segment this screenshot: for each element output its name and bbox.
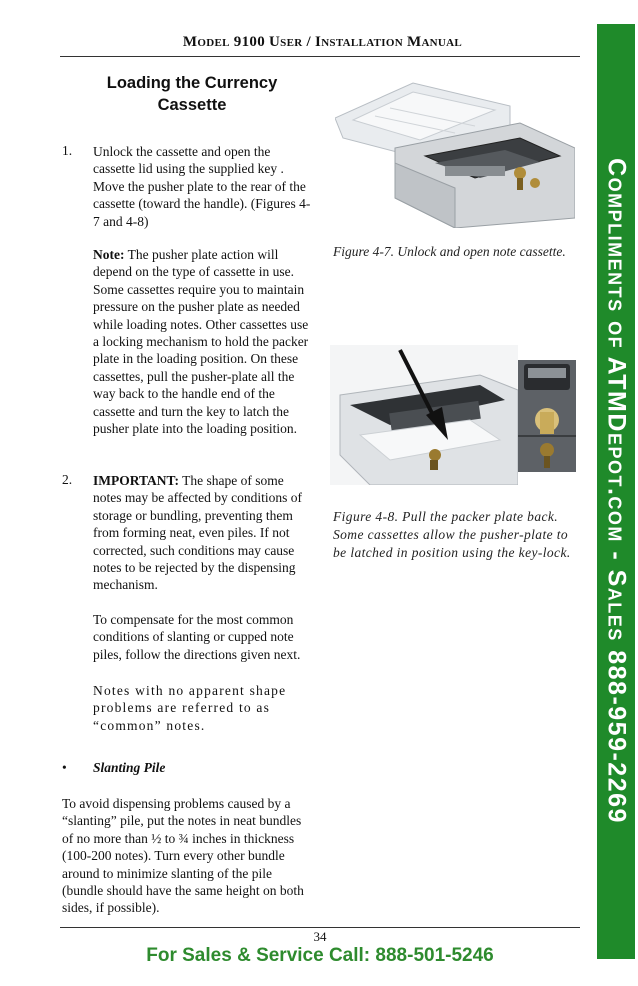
step-1-note	[93, 246, 315, 437]
slanting-text: To avoid dispensing problems caused by a “slanting” pile, put the notes in neat bundles of no more than ½ to ¾ inches in thickness (100-200 notes). Turn every other bundle around to minimize slanting of the pile (bundle should have the same height on both sides, if possible).	[62, 796, 304, 916]
section-title-line1: Loading the Currency	[106, 74, 278, 92]
page-header: Model 9100 User / Installation Manual	[182, 34, 463, 50]
step-2-number: 2.	[62, 472, 73, 487]
important-label: IMPORTANT:	[93, 473, 180, 488]
sales-footer: For Sales & Service Call: 888-501-5246	[146, 945, 494, 966]
step-2-para3: Notes with no apparent shape problems are referred to as “common” notes.	[93, 683, 287, 733]
page-number: 34	[313, 929, 327, 944]
promo-sidebar	[597, 24, 635, 959]
key-lock-illustration	[518, 360, 576, 472]
cassette-open-illustration	[335, 78, 575, 228]
bullet-label: Slanting Pile	[93, 760, 166, 775]
important-text: The shape of some notes may be affected by conditions of storage or bundling, preventing them from forming neat, even piles. If not corrected, such conditions may cause notes to be rejected by the dispensing mechanism.	[93, 473, 302, 593]
figure-4-8-image-left	[330, 345, 518, 485]
promo-sidebar-text: Compliments of ATMDepot.com - Sales 888-959-2269	[602, 158, 631, 824]
pusher-plate-illustration	[330, 345, 518, 485]
step-1-text: Unlock the cassette and open the cassette lid using the supplied key . Move the pusher plate to the rear of the cassette (toward the handle). (Figures 4-7 and 4-8)	[93, 144, 311, 229]
figure-4-8-caption: Figure 4-8. Pull the packer plate back. Some cassettes allow the pusher-plate to be latched in position using the key-lock.	[333, 509, 571, 560]
note-text: The pusher plate action will depend on the type of cassette in use. Some cassettes require you to maintain pressure on the pusher plate as needed while loading notes. Other cassettes use a locking mechanism to hold the packer plate in the loading position. On these cassettes, pull the pusher-plate all the way back to the handle end of the cassette and turn the key to latch the pusher plate into the loading position.	[93, 247, 309, 437]
figure-4-7-caption: Figure 4-7. Unlock and open note cassette.	[333, 244, 566, 259]
figure-4-8-image-right	[518, 360, 576, 472]
step-2-para2: To compensate for the most common conditions of slanting or cupped note piles, follow the directions given next.	[93, 612, 301, 662]
bullet-symbol: •	[62, 760, 67, 775]
header-rule	[60, 56, 580, 57]
step-1-number: 1.	[62, 143, 73, 158]
note-label: Note:	[93, 247, 125, 262]
section-title-line2: Cassette	[157, 96, 227, 114]
step-2-text	[93, 472, 315, 594]
footer-rule	[60, 927, 580, 928]
figure-4-7-image	[335, 78, 575, 228]
section-title	[82, 72, 302, 116]
